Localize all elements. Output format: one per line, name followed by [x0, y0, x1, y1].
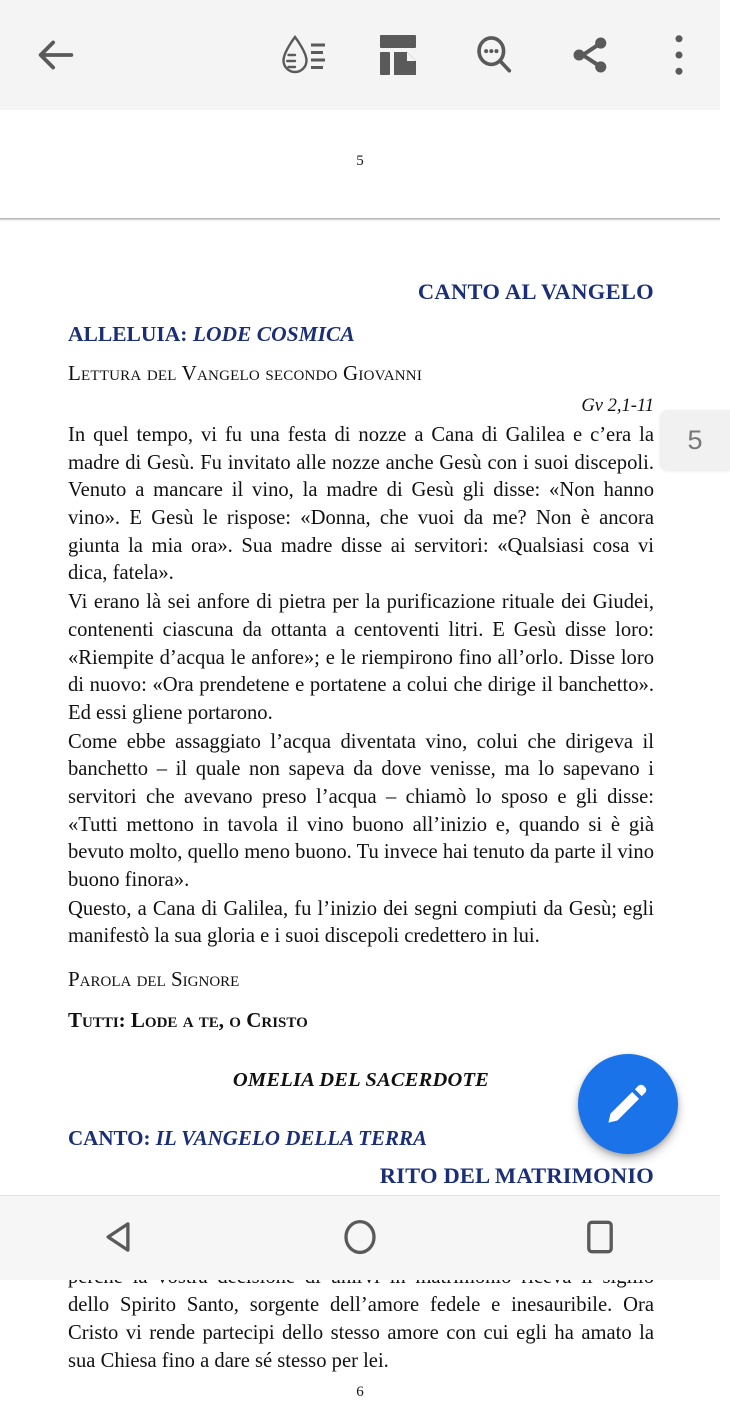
share-icon — [567, 32, 613, 78]
brightness-contrast-button[interactable] — [254, 0, 350, 110]
brightness-contrast-icon — [275, 30, 329, 80]
current-page-number: 6 — [356, 1384, 364, 1401]
heading-rito-del-matrimonio: RITO DEL MATRIMONIO — [379, 1163, 654, 1189]
page-position-indicator[interactable] — [660, 410, 730, 470]
alleluia-title: LODE COSMICA — [192, 322, 355, 346]
gospel-paragraph-1: In quel tempo, vi fu una festa di nozze a Cana di Galilea e c’era la madre di Gesù. Fu invitato alle nozze anche Gesù con i suoi discepoli. Venuto a mancare il vino, la madre di Gesù gli disse: «Non hanno vino». E Gesù le rispose: «Donna, che vuoi da me? Non è ancora giunta la mia ora». Sua madre disse ai servitori: «Qualsiasi cosa vi dica, fatela». — [68, 424, 654, 585]
nav-home-circle-icon — [339, 1216, 381, 1261]
previous-page-number: 5 — [356, 153, 364, 169]
back-button[interactable] — [0, 0, 112, 110]
heading-alleluia — [68, 322, 654, 347]
page-layout-button[interactable] — [350, 0, 446, 110]
document-scroll-area[interactable] — [0, 110, 720, 1401]
page-indicator-value: 5 — [687, 424, 703, 455]
nav-back-button[interactable] — [0, 1196, 240, 1281]
overflow-menu-button[interactable] — [638, 0, 720, 110]
edit-fab-button[interactable] — [578, 1054, 678, 1154]
search-page-icon — [471, 32, 517, 78]
top-toolbar — [0, 0, 720, 110]
canto-prefix: CANTO: — [68, 1126, 151, 1151]
nav-recents-button[interactable] — [480, 1196, 720, 1281]
gospel-paragraph-4: Questo, a Cana di Galilea, fu l’inizio dei segni compiuti da Gesù; egli manifestò la sua gloria e i suoi discepoli credettero in lui. — [68, 897, 654, 948]
canto-title: IL VANGELO DELLA TERRA — [155, 1126, 427, 1151]
nav-home-button[interactable] — [240, 1196, 480, 1281]
alleluia-prefix: ALLELUIA: — [68, 322, 188, 346]
share-button[interactable] — [542, 0, 638, 110]
rito-paragraph: dello Spirito Santo, sorgente dell’amore fedele e inesauribile. Ora Cristo vi rende partecipi dello stesso amore con cui egli ha amato la sua Chiesa fino a dare sé stesso per lei. — [68, 1294, 654, 1372]
heading-lettura-vangelo: Lettura del Vangelo secondo Giovanni — [68, 361, 423, 385]
previous-page-footer — [0, 110, 720, 217]
android-navigation-bar — [0, 1195, 720, 1280]
back-arrow-icon — [33, 32, 79, 78]
page-layout-icon — [376, 31, 420, 79]
nav-back-triangle-icon — [99, 1216, 141, 1261]
heading-canto-vangelo-terra — [68, 1126, 654, 1151]
heading-canto-al-vangelo: CANTO AL VANGELO — [417, 279, 654, 304]
heading-omelia: OMELIA DEL SACERDOTE — [232, 1069, 490, 1092]
search-page-button[interactable] — [446, 0, 542, 110]
overflow-menu-icon — [664, 32, 694, 78]
parola-del-signore: Parola del Signore — [68, 967, 240, 992]
tutti-response: Tutti: Lode a te, o Cristo — [68, 1008, 308, 1033]
current-page-footer — [0, 1376, 720, 1414]
gospel-paragraph-3: Come ebbe assaggiato l’acqua diventata vino, colui che dirigeva il banchetto – il quale non sapeva da dove venisse, ma lo sapevano i servitori che avevano preso l’acqua – chiamò lo sposo e gli disse: «Tutti mettono in tavola il vino buono all’inizio e, quando si è già bevuto molto, quello meno buono. Tu invece hai tenuto da parte il vino buono finora». — [68, 730, 654, 891]
scripture-reference: Gv 2,1-11 — [581, 396, 654, 416]
nav-recents-square-icon — [579, 1216, 621, 1261]
gospel-paragraph-2: Vi erano là sei anfore di pietra per la purificazione rituale dei Giudei, contenenti ciascuna da ottanta a centoventi litri. E Gesù disse loro: «Riempite d’acqua le anfore»; e le riempirono fino all’orlo. Disse loro di nuovo: «Ora prendetene e portatene a colui che dirige il banchetto». Ed essi gliene portarono. — [68, 591, 654, 724]
edit-pencil-icon — [603, 1078, 653, 1131]
